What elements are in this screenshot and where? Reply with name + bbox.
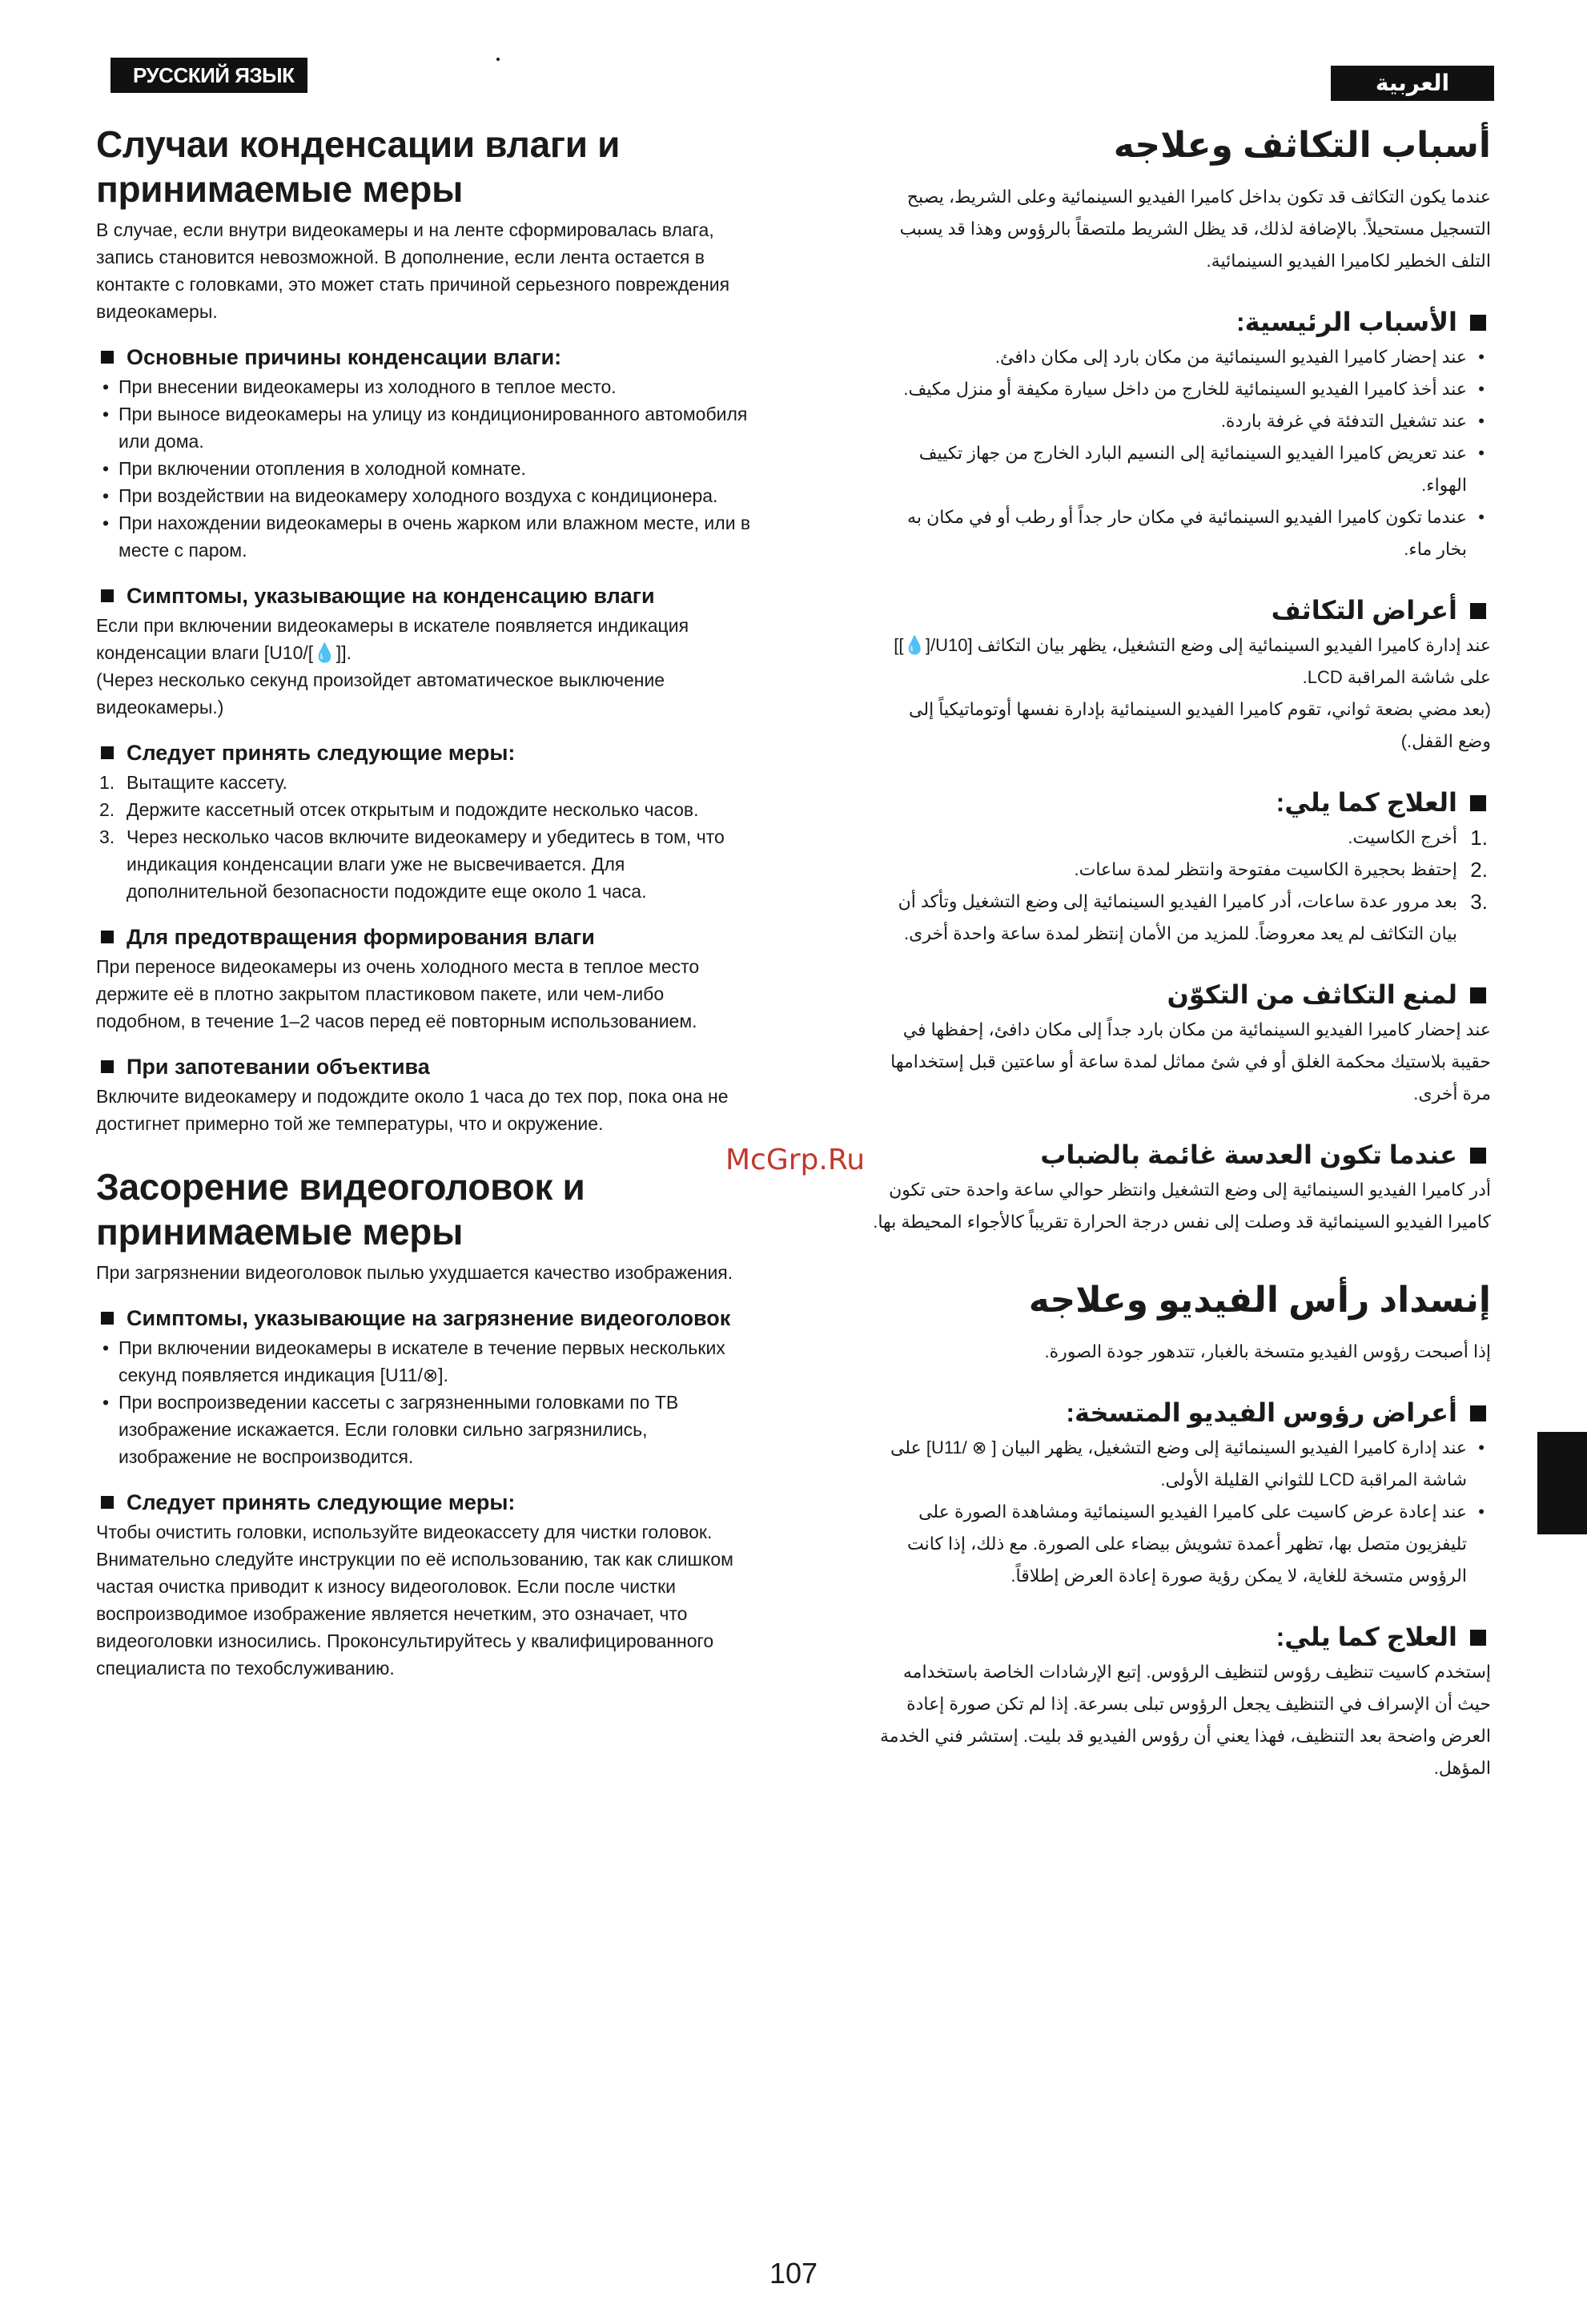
- list-item: • عند تشغيل التدفئة في غرفة باردة.: [873, 405, 1491, 437]
- condensation-intro: В случае, если внутри видеокамеры и на ленте сформировалась влага, запись становится невозможной. В дополнение, если лента остается в контакте с головками, это может стать причиной серьезного повреждения видеокамеры.: [96, 219, 730, 322]
- measures2-text: Чтобы очистить головки, используйте видеокассету для чистки головок. Внимательно следуйте инструкции по её использованию, так как слишком частая очистка приводит к износу видеоголовок. Если после чистки воспроизводимое изображение является нечетким, это означает, что видеоголовки износились. Проконсультируйтесь у квалифицированного специалиста по техобслуживанию.: [96, 1522, 733, 1679]
- list-item: .2 إحتفظ بحجيرة الكاسيت مفتوحة وانتظر لمدة ساعات.: [1074, 858, 1488, 882]
- square-bullet-icon: [1470, 1630, 1486, 1646]
- list-item: • عند إعادة عرض كاسيت على كاميرا الفيديو السينمائية ومشاهدة الصورة على تليفزيون متصل بها، تظهر أعمدة تشويش بيضاء على الصورة. مع ذلك، إذا كانت الرؤوس متسخة للغاية، لا يمكن رؤية صورة إعادة العرض إطلاقاً.: [873, 1496, 1491, 1592]
- measures2-text-ar: إستخدم كاسيت تنظيف رؤوس لتنظيف الرؤوس. إتبع الإرشادات الخاصة باستخدامه حيث أن الإسراف في التنظيف يجعل الرؤوس تبلى بسرعة. إذا لم تكن صورة إعادة العرض واضحة بعد التنظيف، فهذا يعني أن رؤوس الفيديو قد بليت. إستشر فني الخدمة المؤهل.: [879, 1662, 1491, 1778]
- heads-title: Засорение видеоголовок и принимаемые меры: [96, 1166, 585, 1252]
- square-bullet-icon: [1470, 603, 1486, 619]
- causes-list-ar: [873, 341, 1491, 565]
- square-bullet-icon: [101, 351, 114, 364]
- condensation-title-ar: أسباب التكاثف وعلاجه: [1113, 126, 1491, 165]
- language-tag-arabic: العربية: [1331, 66, 1494, 101]
- watermark-link[interactable]: McGrp.Ru: [725, 1144, 866, 1176]
- measures2-heading-ar: العلاج كما يلي:: [873, 1619, 1491, 1655]
- heads-intro: При загрязнении видеоголовок пылью ухудшается качество изображения.: [96, 1262, 733, 1283]
- measures-list-ar: [873, 822, 1491, 950]
- measures-heading: Следует принять следующие меры:: [96, 738, 753, 767]
- measures-list: [96, 769, 753, 905]
- lens-heading: При запотевании объектива: [96, 1052, 753, 1081]
- square-bullet-icon: [1470, 1148, 1486, 1164]
- symptoms-note: (Через несколько секунд произойдет автоматическое выключение видеокамеры.): [96, 669, 665, 718]
- list-item: • При включении отопления в холодной комнате.: [96, 455, 753, 482]
- condensation-intro-ar: عندما يكون التكاثف قد تكون بداخل كاميرا الفيديو السينمائية وعلى الشريط، يصبح التسجيل مستحيلاً. بالإضافة لذلك، قد يظل الشريط ملتصقاً بالرؤوس وهذا قد يسبب التلف الخطير لكاميرا الفيديو السينمائية.: [899, 187, 1491, 271]
- list-item: 1. Вытащите кассету.: [99, 772, 287, 793]
- causes-heading-ar: الأسباب الرئيسية:: [873, 304, 1491, 340]
- prevent-heading-ar: لمنع التكاثف من التكوّن: [873, 977, 1491, 1012]
- prevent-text: При переносе видеокамеры из очень холодного места в теплое место держите её в плотно закрытом пластиковом пакете, или чем-либо подобном, в течение 1–2 часов перед её повторным использованием.: [96, 956, 700, 1031]
- square-bullet-icon: [1470, 315, 1486, 331]
- section-thumb-tab: [1537, 1432, 1587, 1534]
- measures2-heading: Следует принять следующие меры:: [96, 1488, 753, 1517]
- list-item: • При внесении видеокамеры из холодного в теплое место.: [96, 373, 753, 400]
- square-bullet-icon: [1470, 795, 1486, 811]
- list-item: • عند إدارة كاميرا الفيديو السينمائية إلى وضع التشغيل، يظهر البيان [ ⊗ /U11] على شاشة المراقبة LCD للثواني القليلة الأولى.: [873, 1432, 1491, 1496]
- list-item: • При нахождении видеокамеры в очень жарком или влажном месте, или в месте с паром.: [96, 509, 753, 564]
- list-item: • عند أخذ كاميرا الفيديو السينمائية للخارج من داخل سيارة مكيفة أو منزل مكيف.: [873, 373, 1491, 405]
- prevent-text-ar: عند إحضار كاميرا الفيديو السينمائية من مكان بارد جداً إلى مكان دافئ، إحفظها في حقيبة بلاستيك محكمة الغلق أو في شئ مماثل لمدة ساعة أو ساعتين قبل إستخدامها مرة أخرى.: [890, 1019, 1491, 1104]
- square-bullet-icon: [101, 589, 114, 602]
- measures-heading-ar: العلاج كما يلي:: [873, 785, 1491, 820]
- list-item: 2. Держите кассетный отсек открытым и подождите несколько часов.: [99, 799, 699, 820]
- square-bullet-icon: [1470, 987, 1486, 1003]
- heads-symptoms-list-ar: [873, 1432, 1491, 1592]
- list-item: • عند تعريض كاميرا الفيديو السينمائية إلى النسيم البارد الخارج من جهاز تكييف الهواء.: [873, 437, 1491, 501]
- condensation-title: Случаи конденсации влаги и принимаемые меры: [96, 123, 621, 210]
- list-item: • При воздействии на видеокамеру холодного воздуха с кондиционера.: [96, 482, 753, 509]
- heads-intro-ar: إذا أصبحت رؤوس الفيديو متسخة بالغبار، تتدهور جودة الصورة.: [1044, 1341, 1491, 1361]
- list-item: • عندما تكون كاميرا الفيديو السينمائية في مكان حار جداً أو رطب أو في مكان به بخار ماء.: [873, 501, 1491, 565]
- print-speck: [496, 58, 500, 61]
- prevent-heading: Для предотвращения формирования влаги: [96, 923, 753, 951]
- list-item: • عند إحضار كاميرا الفيديو السينمائية من مكان بارد إلى مكان دافئ.: [873, 341, 1491, 373]
- causes-heading: Основные причины конденсации влаги:: [96, 343, 753, 372]
- square-bullet-icon: [101, 1496, 114, 1509]
- symptoms-text: Если при включении видеокамеры в искателе появляется индикация конденсации влаги [U10/[💧]].: [96, 615, 689, 663]
- russian-column: [96, 122, 753, 1682]
- list-item: • При включении видеокамеры в искателе в течение первых нескольких секунд появляется индикация [U11/⊗].: [96, 1334, 753, 1389]
- symptoms-heading-ar: أعراض التكاثف: [873, 593, 1491, 628]
- list-item: .3 بعد مرور عدة ساعات، أدر كاميرا الفيديو السينمائية إلى وضع التشغيل وتأكد أن بيان التكاثف لم يعد معروضاً. للمزيد من الأمان إنتظر لمدة ساعة واحدة أخرى.: [898, 890, 1488, 943]
- square-bullet-icon: [101, 1060, 114, 1073]
- causes-list: [96, 373, 753, 564]
- symptoms-text-ar: عند إدارة كاميرا الفيديو السينمائية إلى وضع التشغيل، يظهر بيان التكاثف [U10/[💧]] على شاشة المراقبة LCD.: [894, 635, 1491, 687]
- heads-symptoms-list: [96, 1334, 753, 1470]
- square-bullet-icon: [101, 746, 114, 759]
- page-number: 107: [769, 2257, 818, 2290]
- symptoms-note-ar: (بعد مضي بضعة ثواني، تقوم كاميرا الفيديو السينمائية بإدارة نفسها أوتوماتيكياً إلى وضع القفل.): [909, 699, 1491, 751]
- language-tag-russian: РУССКИЙ ЯЗЫК: [110, 58, 307, 93]
- square-bullet-icon: [101, 931, 114, 943]
- lens-text: Включите видеокамеру и подождите около 1 часа до тех пор, пока она не достигнет примерно той же температуры, что и окружение.: [96, 1086, 729, 1134]
- list-item: • При выносе видеокамеры на улицу из кондиционированного автомобиля или дома.: [96, 400, 753, 455]
- heads-symptoms-heading: Симптомы, указывающие на загрязнение видеоголовок: [96, 1304, 753, 1333]
- heads-title-ar: إنسداد رأس الفيديو وعلاجه: [1028, 1281, 1491, 1320]
- lens-text-ar: أدر كاميرا الفيديو السينمائية إلى وضع التشغيل وانتظر حوالي ساعة واحدة حتى تكون كاميرا الفيديو السينمائية قد وصلت إلى نفس درجة الحرارة تقريباً كالأجواء المحيطة بها.: [873, 1180, 1491, 1232]
- square-bullet-icon: [101, 1312, 114, 1325]
- list-item: • При воспроизведении кассеты с загрязненными головками по ТВ изображение искажается. Если головки сильно загрязнились, изображение не воспроизводится.: [96, 1389, 753, 1470]
- square-bullet-icon: [1470, 1405, 1486, 1421]
- list-item: .1 أخرج الكاسيت.: [1348, 826, 1488, 850]
- heads-symptoms-heading-ar: أعراض رؤوس الفيديو المتسخة:: [873, 1395, 1491, 1430]
- lens-heading-ar: عندما تكون العدسة غائمة بالضباب: [873, 1137, 1491, 1172]
- list-item: 3. Через несколько часов включите видеокамеру и убедитесь в том, что индикация конденсации влаги уже не высвечивается. Для дополнительной безопасности подождите еще около 1 часа.: [99, 826, 725, 902]
- arabic-column: [873, 122, 1491, 1784]
- symptoms-heading: Симптомы, указывающие на конденсацию влаги: [96, 581, 753, 610]
